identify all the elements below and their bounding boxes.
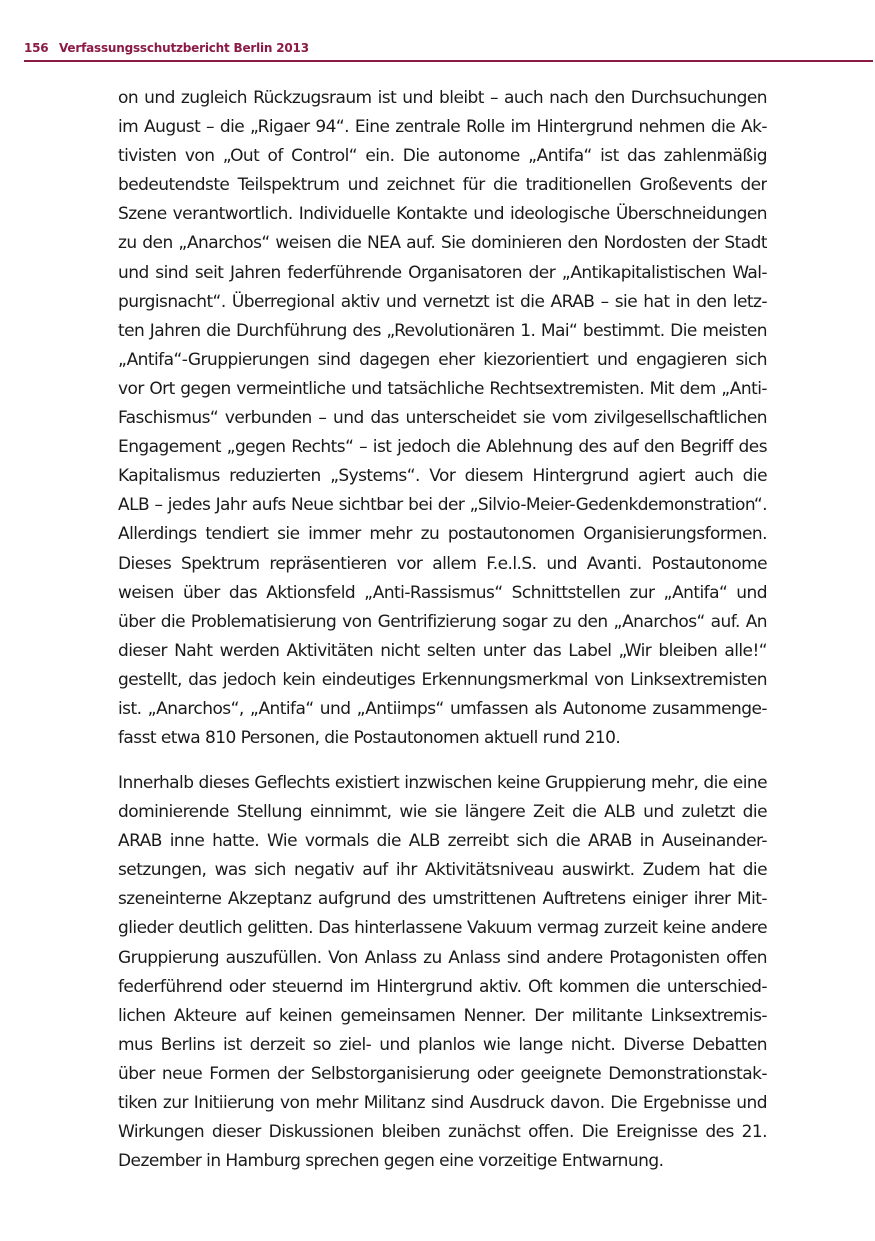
page-number: 156	[24, 41, 49, 55]
text-line: Innerhalb dieses Geflechts existiert inzwischen keine Gruppierung mehr, die eine	[118, 773, 767, 793]
text-line: Wirkungen dieser Diskussionen bleiben zunächst offen. Die Ereignisse des 21.	[118, 1122, 767, 1143]
text-line: tivisten von „Out of Control“ ein. Die autonome „Antifa“ ist das zahlenmäßig	[118, 146, 767, 167]
text-line: Kapitalismus reduzierten „Systems“. Vor diesem Hintergrund agiert auch die	[118, 466, 767, 487]
running-title: Verfassungsschutzbericht Berlin 2013	[59, 41, 309, 55]
text-line: glieder deutlich gelitten. Das hinterlassene Vakuum vermag zurzeit keine andere	[118, 918, 767, 939]
text-line: ARAB inne hatte. Wie vormals die ALB zerreibt sich die ARAB in Auseinander-	[118, 831, 767, 852]
text-line: on und zugleich Rückzugsraum ist und bleibt – auch nach den Durchsuchungen	[118, 88, 767, 108]
text-line: szeneinterne Akzeptanz aufgrund des umstrittenen Auftretens einiger ihrer Mit-	[118, 889, 767, 910]
text-line: ALB – jedes Jahr aufs Neue sichtbar bei der „Silvio-Meier-Gedenkdemonstration“.	[118, 495, 767, 516]
text-line: zu den „Anarchos“ weisen die NEA auf. Sie dominieren den Nordosten der Stadt	[118, 233, 767, 254]
text-line: Dieses Spektrum repräsentieren vor allem F.e.l.S. und Avanti. Postautonome	[118, 553, 767, 574]
text-line: Gruppierung auszufüllen. Von Anlass zu Anlass sind andere Protagonisten offen	[118, 947, 767, 968]
text-line: über neue Formen der Selbstorganisierung oder geeignete Demonstrationstak-	[118, 1063, 767, 1084]
text-line: im August – die „Rigaer 94“. Eine zentrale Rolle im Hintergrund nehmen die Ak-	[118, 117, 767, 138]
text-line-last: Dezember in Hamburg sprechen gegen eine vorzeitige Entwarnung.	[118, 1151, 664, 1172]
running-header	[24, 38, 873, 62]
text-line: dominierende Stellung einnimmt, wie sie längere Zeit die ALB und zuletzt die	[118, 802, 767, 823]
text-line: über die Problematisierung von Gentrifizierung sogar zu den „Anarchos“ auf. An	[118, 611, 767, 632]
text-line: Engagement „gegen Rechts“ – ist jedoch die Ablehnung des auf den Begriff des	[118, 437, 767, 458]
text-line: Faschismus“ verbunden – und das unterscheidet sie vom zivilgesellschaftlichen	[118, 408, 767, 429]
text-line: setzungen, was sich negativ auf ihr Aktivitätsniveau auswirkt. Zudem hat die	[118, 860, 767, 881]
text-line: tiken zur Initiierung von mehr Militanz sind Ausdruck davon. Die Ergebnisse und	[118, 1093, 767, 1114]
text-line: Allerdings tendiert sie immer mehr zu postautonomen Organisierungsformen.	[118, 524, 767, 545]
text-line: purgisnacht“. Überregional aktiv und vernetzt ist die ARAB – sie hat in den letz-	[118, 291, 767, 312]
text-line: vor Ort gegen vermeintliche und tatsächliche Rechtsextremisten. Mit dem „Anti-	[118, 378, 767, 399]
text-line-last: fasst etwa 810 Personen, die Postautonomen aktuell rund 210.	[118, 728, 621, 749]
text-line: „Antifa“-Gruppierungen sind dagegen eher kiezorientiert und engagieren sich	[118, 349, 767, 370]
text-line: bedeutendste Teilspektrum und zeichnet für die traditionellen Großevents der	[118, 175, 767, 196]
text-line: lichen Akteure auf keinen gemeinsamen Nenner. Der militante Linksextremis-	[118, 1005, 767, 1026]
text-line: ten Jahren die Durchführung des „Revolutionären 1. Mai“ bestimmt. Die meisten	[118, 320, 767, 341]
text-line: ist. „Anarchos“, „Antifa“ und „Antiimps“ umfassen als Autonome zusammenge-	[118, 698, 767, 719]
text-line: mus Berlins ist derzeit so ziel- und planlos wie lange nicht. Diverse Debatten	[118, 1034, 767, 1055]
text-line: und sind seit Jahren federführende Organisatoren der „Antikapitalistischen Wal-	[118, 262, 767, 283]
text-line: Szene verantwortlich. Individuelle Kontakte und ideologische Überschneidungen	[118, 204, 767, 225]
text-line: dieser Naht werden Aktivitäten nicht selten unter das Label „Wir bleiben alle!“	[118, 640, 767, 661]
paragraph-1	[118, 84, 767, 753]
paragraph-2	[118, 769, 767, 1176]
text-line: gestellt, das jedoch kein eindeutiges Erkennungsmerkmal von Linksextremisten	[118, 669, 767, 690]
text-line: federführend oder steuernd im Hintergrund aktiv. Oft kommen die unterschied-	[118, 976, 767, 997]
text-line: weisen über das Aktionsfeld „Anti-Rassismus“ Schnittstellen zur „Antifa“ und	[118, 582, 767, 603]
